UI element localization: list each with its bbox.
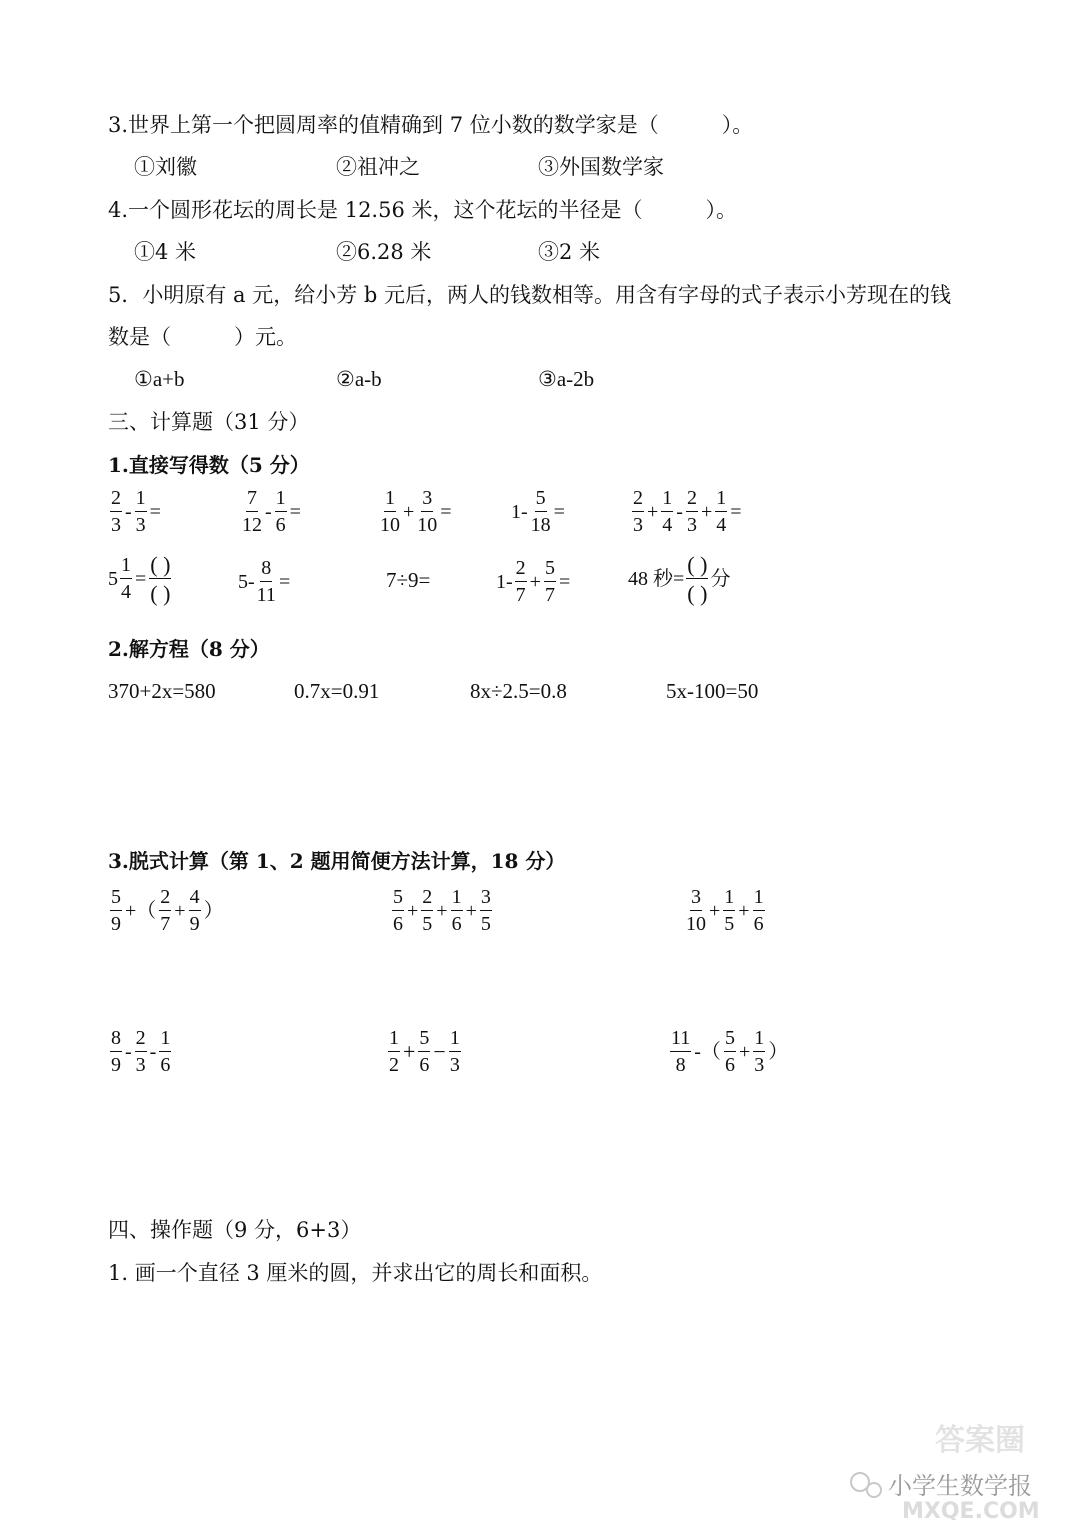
watermark-site: MXQE.COM [902,1499,1040,1520]
step-calc-1 [108,887,225,935]
denominator: 10 [380,514,400,536]
fraction [531,488,551,536]
q3-stem: 3.世界上第一个把圆周率的值精确到 7 位小数的数学家是（ ）。 [108,113,754,137]
mental-math-r1-e4 [510,488,566,536]
blank-numerator: ( ) [149,553,171,579]
q4-option-1: ①4 米 [134,240,197,264]
mental-math-r2-e3: 7÷9= [386,568,431,592]
fraction [421,887,433,935]
operator: + [738,1041,751,1063]
q5-option-3: ③a-2b [538,367,595,391]
fraction [120,555,132,603]
denominator: 3 [633,514,643,536]
numerator: 5 [392,887,404,911]
answer-blank-fraction [686,553,708,605]
denominator: 7 [160,913,171,935]
operator: + [465,900,477,922]
numerator: 1 [275,488,287,512]
part2-title: 2.解方程（8 分） [108,637,270,661]
fraction [715,488,727,536]
operator: = [289,501,301,523]
denominator: 7 [515,584,526,606]
fraction [753,887,765,935]
denominator: 2 [389,1054,399,1076]
denominator: 3 [135,1054,146,1076]
numerator: 1 [159,1028,171,1052]
fraction [686,887,706,935]
equation-1: 370+2x=580 [108,679,216,703]
fraction [449,1028,461,1076]
expr-lead: 1- [496,571,513,593]
equals-sign: = [278,571,291,593]
mental-math-r1-e5 [630,488,743,536]
operator: + [647,501,659,523]
denominator: 9 [111,1054,121,1076]
fraction [110,488,122,536]
operator: + [407,900,419,922]
watermark-logo: 答案圈 [935,1423,1025,1458]
numerator: 1 [753,887,765,911]
fraction [135,1028,147,1076]
fraction [723,887,735,935]
equation-4: 5x-100=50 [666,679,759,703]
expr-lead: 48 秒= [628,568,685,591]
step-calc-6 [668,1028,789,1076]
fraction [686,488,698,536]
blank-denominator: ( ) [687,581,708,607]
fraction [159,887,171,935]
fraction [451,887,463,935]
q4-stem: 4.一个圆形花坛的周长是 12.56 米，这个花坛的半径是（ ）。 [108,198,738,222]
step-calc-2 [390,887,494,935]
numerator: 5 [418,1028,430,1052]
step-calc-4 [108,1028,173,1076]
fraction [159,1028,171,1076]
denominator: 12 [242,514,262,536]
denominator: 8 [675,1054,686,1076]
watermark-graphic [840,1410,1070,1520]
section4-q1: 1. 画一个直径 3 厘米的圆，并求出它的周长和面积。 [108,1261,603,1285]
equation-2: 0.7x=0.91 [294,679,380,703]
numerator: 2 [632,488,644,512]
denominator: 4 [716,514,727,536]
operator: + [709,900,721,922]
numerator: 1 [723,887,735,911]
fraction [275,488,287,536]
denominator: 9 [189,913,200,935]
section3-title: 三、计算题（31 分） [108,410,310,434]
blank-denominator: ( ) [150,581,171,607]
fraction [257,558,276,606]
mental-math-r2-e4 [496,558,571,606]
operator: -（ [694,1041,721,1063]
numerator: 4 [189,887,201,911]
fraction [189,887,201,935]
operator: + [403,501,415,523]
numerator: 3 [421,488,433,512]
equals-sign: = [135,568,147,591]
fraction [480,887,492,935]
step-calc-3 [684,887,767,935]
operator: - [149,1041,157,1063]
wechat-bubble-icon-small [867,1483,881,1497]
numerator: 8 [260,558,272,582]
expr-lead: 5- [238,571,255,593]
q4-option-2: ②6.28 米 [336,240,432,264]
fraction [380,488,400,536]
fraction [724,1028,736,1076]
operator: = [440,501,452,523]
numerator: 1 [449,1028,461,1052]
denominator: 4 [121,581,131,604]
q4-option-3: ③2 米 [538,240,601,264]
denominator: 6 [275,514,286,536]
operator: 1- [511,501,528,523]
denominator: 18 [530,514,551,536]
numerator: 2 [686,488,698,512]
operator: + [436,900,448,922]
denominator: 6 [724,1054,735,1076]
numerator: 1 [135,488,147,512]
denominator: 3 [111,514,121,536]
denominator: 5 [724,913,735,935]
plus-sign: + [529,571,541,593]
numerator: 5 [535,488,547,512]
numerator: 3 [690,887,702,911]
numerator: 3 [480,887,492,911]
fraction [110,887,122,935]
numerator: 8 [110,1028,122,1052]
numerator: 2 [159,887,171,911]
operator: ） [203,900,224,922]
fraction [388,1028,400,1076]
numerator: 1 [388,1028,400,1052]
equals-sign: = [558,571,571,593]
mixed-whole: 5 [108,568,118,591]
mental-math-r2-e5 [628,553,730,605]
operator: - [125,501,132,523]
operator: = [730,501,742,523]
operator: - [125,1041,132,1063]
mental-math-r1-e3 [378,488,453,536]
equation-3: 8x÷2.5=0.8 [470,679,567,703]
numerator: 1 [451,887,463,911]
fraction [417,488,437,536]
denominator: 4 [662,514,673,536]
operator: - [676,501,683,523]
operator: + [738,900,750,922]
q3-option-2: ②祖冲之 [336,155,420,179]
fraction [242,488,262,536]
fraction [515,558,527,606]
denominator: 7 [544,584,555,606]
operator: ） [768,1041,789,1063]
fraction [392,887,404,935]
operator: + [403,1039,416,1064]
fraction [753,1028,765,1076]
denominator: 5 [480,913,491,935]
denominator: 5 [422,913,433,935]
operator: − [433,1039,446,1064]
answer-blank-fraction [149,553,171,605]
unit-label: 分 [710,568,731,591]
numerator: 2 [515,558,527,582]
part1-title: 1.直接写得数（5 分） [108,453,310,477]
denominator: 3 [449,1054,460,1076]
operator: + [174,900,186,922]
numerator: 1 [661,488,673,512]
denominator: 6 [451,913,462,935]
numerator: 7 [246,488,258,512]
fraction [632,488,644,536]
mental-math-r2-e2 [238,558,291,606]
operator: +（ [125,900,157,922]
numerator: 5 [724,1028,736,1052]
numerator: 11 [670,1028,691,1052]
denominator: 10 [686,913,706,935]
q3-option-1: ①刘徽 [134,155,197,179]
watermark [840,1410,1070,1520]
fraction [670,1028,691,1076]
numerator: 1 [384,488,396,512]
numerator: 1 [120,555,132,579]
denominator: 6 [160,1054,171,1076]
numerator: 2 [135,1028,147,1052]
blank-numerator: ( ) [686,553,708,579]
q5-stem-line1: 5．小明原有 a 元，给小芳 b 元后，两人的钱数相等。用含有字母的式子表示小芳现在的钱 [108,283,952,307]
numerator: 1 [753,1028,765,1052]
denominator: 11 [256,584,276,606]
operator: = [553,501,565,523]
step-calc-5 [386,1028,463,1076]
operator: + [700,501,713,523]
mental-math-r1-e2 [240,488,302,536]
operator: - [265,501,272,523]
operator: = [149,501,161,523]
denominator: 9 [111,913,121,935]
numerator: 5 [110,887,122,911]
fraction [110,1028,122,1076]
q5-stem-line2: 数是（ ）元。 [108,325,297,349]
numerator: 5 [544,558,556,582]
fraction [418,1028,430,1076]
mental-math-r1-e1 [108,488,162,536]
denominator: 3 [754,1054,765,1076]
section4-title: 四、操作题（9 分，6+3） [108,1218,362,1242]
denominator: 6 [753,913,764,935]
numerator: 1 [715,488,727,512]
q3-option-3: ③外国数学家 [538,155,664,179]
mental-math-r2-e1 [108,553,173,605]
fraction [135,488,147,536]
denominator: 6 [419,1054,430,1076]
fraction [544,558,556,606]
numerator: 2 [421,887,433,911]
fraction [661,488,673,536]
numerator: 2 [110,488,122,512]
denominator: 3 [135,514,146,536]
watermark-account: 小学生数学报 [888,1472,1032,1500]
q5-option-1: ①a+b [134,367,185,391]
denominator: 3 [686,514,697,536]
q5-option-2: ②a-b [336,367,382,391]
part3-title: 3.脱式计算（第 1、2 题用简便方法计算，18 分） [108,849,566,873]
denominator: 10 [417,514,438,536]
denominator: 6 [393,913,403,935]
